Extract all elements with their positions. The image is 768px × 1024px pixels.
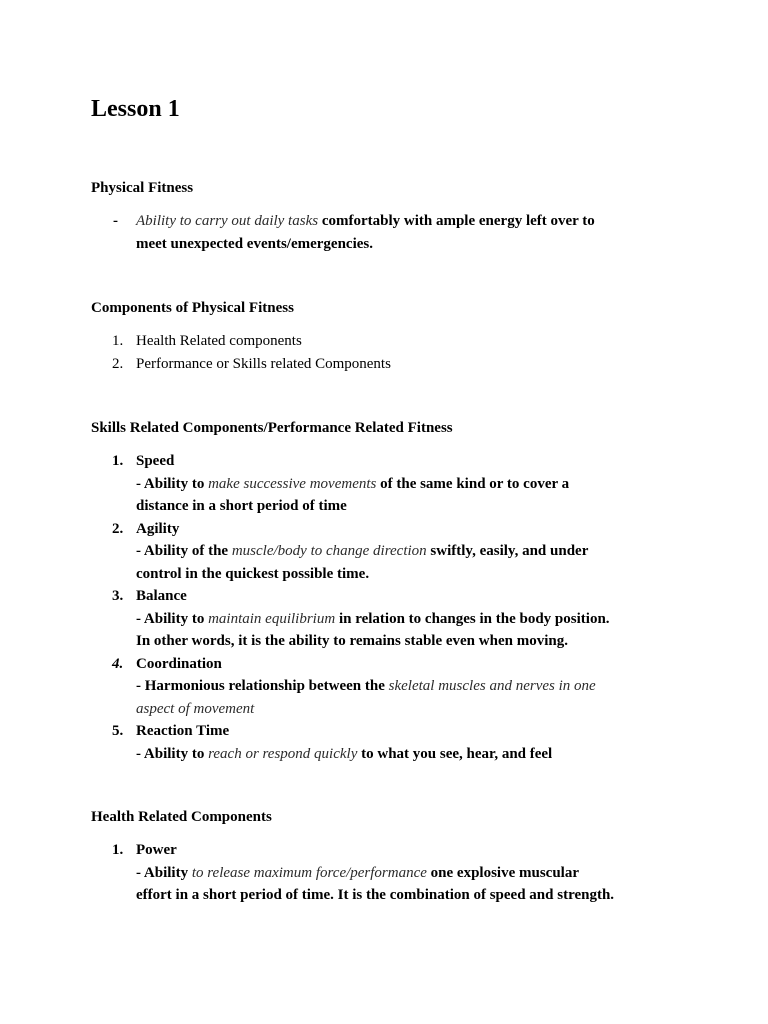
physical-fitness-section <box>91 177 678 256</box>
item-desc-line2: effort in a short period of time. It is the combination of speed and strength. <box>136 887 615 903</box>
list-item-power <box>91 839 678 907</box>
item-desc-italic: reach or respond quickly <box>208 745 358 762</box>
item-desc-post: one explosive muscular <box>426 864 580 881</box>
item-name: Coordination <box>136 655 222 672</box>
components-list <box>91 330 678 375</box>
health-heading: Health Related Components <box>91 809 272 825</box>
item-desc-line2: In other words, it is the ability to remains stable even when moving. <box>136 633 568 649</box>
definition-line1: comfortably with ample energy left over to <box>318 213 595 229</box>
item-desc-italic: to release maximum force/performance <box>191 864 427 881</box>
item-desc-pre: - Ability <box>136 864 192 881</box>
skills-list <box>91 450 678 765</box>
health-list <box>91 839 678 907</box>
item-desc-pre: - Ability to <box>136 745 209 762</box>
item-desc-pre: - Harmonious relationship between the <box>136 678 389 694</box>
physical-fitness-definition-list <box>91 210 678 256</box>
list-item <box>91 353 678 376</box>
item-desc-italic: skeletal muscles and nerves in one <box>388 678 596 694</box>
physical-fitness-heading: Physical Fitness <box>91 180 194 196</box>
physical-fitness-definition <box>91 210 678 256</box>
skills-heading: Skills Related Components/Performance Related Fitness <box>91 420 453 436</box>
item-number: 5. <box>112 723 124 739</box>
item-number: 2. <box>112 520 124 537</box>
item-number: 1. <box>112 453 124 469</box>
item-desc-pre: - Ability to <box>136 475 209 492</box>
definition-italic: Ability to carry out daily tasks <box>136 213 319 229</box>
item-desc-post: of the same kind or to cover a <box>376 475 570 492</box>
item-name: Balance <box>136 588 187 604</box>
item-desc-pre: - Ability of the <box>136 543 232 559</box>
item-number: 1. <box>112 842 124 858</box>
item-number: 4. <box>112 655 124 672</box>
item-text: Health Related components <box>136 333 302 349</box>
item-name: Power <box>136 842 177 858</box>
item-number: 3. <box>112 588 124 604</box>
item-number: 1. <box>112 333 124 349</box>
item-name: Agility <box>136 520 180 537</box>
components-section <box>91 297 678 375</box>
components-heading: Components of Physical Fitness <box>91 300 294 316</box>
item-desc-post: swiftly, easily, and under <box>426 543 589 559</box>
list-item-agility <box>91 518 678 586</box>
list-item-balance <box>91 585 678 653</box>
dash-bullet: - <box>113 213 118 229</box>
item-desc-italic: muscle/body to change direction <box>231 543 427 559</box>
item-name: Speed <box>136 453 175 469</box>
item-text: Performance or Skills related Components <box>136 355 391 372</box>
item-desc-italic: make successive movements <box>208 475 377 492</box>
item-desc-pre: - Ability to <box>136 610 209 627</box>
list-item <box>91 330 678 353</box>
item-desc-italic: maintain equilibrium <box>208 610 336 627</box>
list-item-coordination <box>91 653 678 721</box>
item-number: 2. <box>112 355 124 372</box>
list-item-speed <box>91 450 678 518</box>
health-section <box>91 806 678 907</box>
item-desc-line2: distance in a short period of time <box>136 498 347 514</box>
item-desc-post: in relation to changes in the body position. <box>335 610 610 627</box>
definition-line2: meet unexpected events/emergencies. <box>136 236 373 252</box>
skills-section <box>91 417 678 765</box>
lesson-title: Lesson 1 <box>91 96 180 122</box>
item-name: Reaction Time <box>136 723 230 739</box>
item-desc-line2-italic: aspect of movement <box>136 700 255 717</box>
item-desc-line2: control in the quickest possible time. <box>136 565 370 582</box>
list-item-reaction-time <box>91 720 678 765</box>
item-desc-post: to what you see, hear, and feel <box>357 745 553 762</box>
